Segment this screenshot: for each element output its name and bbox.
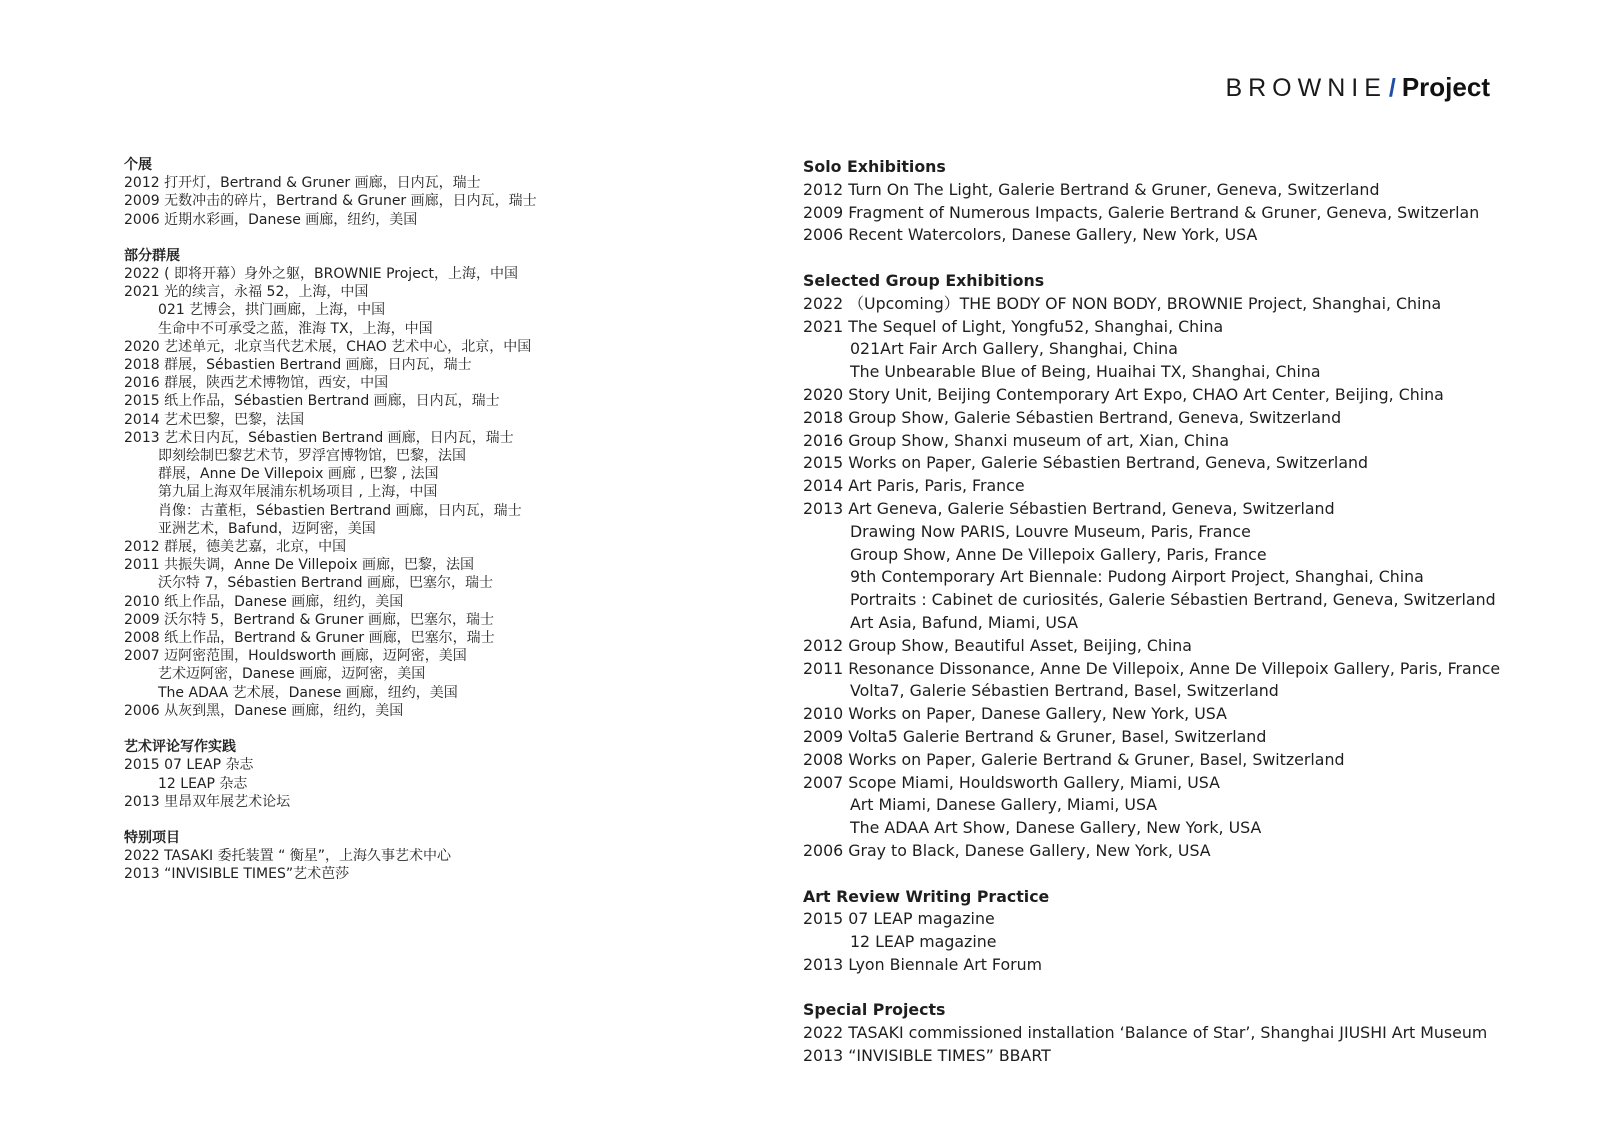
entry-text: 艺述单元，北京当代艺术展，CHAO 艺术中心，北京，中国 (164, 338, 532, 355)
entry-year: 2009 (124, 193, 160, 210)
en-section-special (803, 999, 1563, 1067)
entry-text: 亚洲艺术，Bafund，迈阿密，美国 (158, 520, 376, 537)
list-item (124, 520, 724, 538)
entry-year: 2010 (124, 593, 160, 610)
entry-year: 2013 (803, 498, 844, 518)
entry-text: 021Art Fair Arch Gallery, Shanghai, China (850, 339, 1178, 359)
entry-text: 第九届上海双年展浦东机场项目 , 上海，中国 (158, 484, 438, 501)
entry-text: 沃尔特 7，Sébastien Bertrand 画廊，巴塞尔，瑞士 (158, 575, 493, 592)
entry-year: 2011 (803, 658, 844, 678)
entry-text: TASAKI commissioned installation ‘Balance of Star’, Shanghai JIUSHI Art Museum (848, 1023, 1488, 1043)
list-item (124, 301, 724, 319)
entry-year: 2012 (803, 635, 844, 655)
entry-year: 2006 (803, 225, 844, 245)
list-item (803, 680, 1563, 703)
entry-text: 纸上作品，Sébastien Bertrand 画廊，日内瓦，瑞士 (164, 393, 500, 410)
entry-text: 共振失调，Anne De Villepoix 画廊，巴黎，法国 (164, 557, 474, 574)
list-item (124, 702, 724, 720)
entry-year: 2012 (124, 539, 160, 556)
entry-text: 迈阿密范围，Houldsworth 画廊，迈阿密，美国 (164, 648, 467, 665)
entry-text: 9th Contemporary Art Biennale: Pudong Airport Project, Shanghai, China (850, 567, 1424, 587)
list-item (124, 174, 724, 192)
entry-text: Scope Miami, Houldsworth Gallery, Miami, USA (848, 772, 1220, 792)
logo-brand: BROWNIE (1225, 74, 1387, 102)
entry-year: 2006 (124, 702, 160, 719)
entry-year: 2006 (124, 211, 160, 228)
brownie-project-logo (1225, 72, 1490, 103)
list-item (803, 908, 1563, 931)
entry-text: 打开灯，Bertrand & Gruner 画廊，日内瓦，瑞士 (164, 175, 481, 192)
entry-year: 2012 (803, 179, 844, 199)
logo-project: Project (1401, 72, 1490, 102)
zh-section-group (124, 247, 724, 720)
entry-text: 群展，Sébastien Bertrand 画廊，日内瓦，瑞士 (164, 357, 472, 374)
list-item (124, 411, 724, 429)
entry-text: 从灰到黑，Danese 画廊，纽约，美国 (164, 702, 404, 719)
entry-year: 2007 (803, 772, 844, 792)
list-item (803, 635, 1563, 658)
list-item (124, 429, 724, 447)
entry-year: 2015 (803, 453, 844, 473)
entry-year: 2013 (124, 429, 160, 446)
entry-text: 群展，陕西艺术博物馆，西安，中国 (164, 375, 389, 392)
entry-year: 2020 (803, 384, 844, 404)
entry-text: Group Show, Galerie Sébastien Bertrand, Geneva, Switzerland (848, 407, 1342, 427)
entry-text: 07 LEAP magazine (848, 909, 995, 929)
entry-text: 里昂双年展艺术论坛 (164, 793, 291, 810)
list-item (803, 384, 1563, 407)
list-item (803, 589, 1563, 612)
entry-text: 即刻绘制巴黎艺术节，罗浮宫博物馆，巴黎，法国 (158, 448, 466, 465)
entry-year: 2020 (124, 338, 160, 355)
list-item (803, 521, 1563, 544)
list-item (803, 452, 1563, 475)
entry-year: 2012 (124, 175, 160, 192)
entry-year: 2008 (803, 749, 844, 769)
list-item (803, 772, 1563, 795)
entry-year: 2016 (803, 430, 844, 450)
list-item (803, 1022, 1563, 1045)
list-item (803, 566, 1563, 589)
entry-text: The Sequel of Light, Yongfu52, Shanghai, China (848, 316, 1224, 336)
entry-text: Volta5 Galerie Bertrand & Gruner, Basel, Switzerland (848, 726, 1267, 746)
list-item (803, 179, 1563, 202)
entry-text: 12 LEAP 杂志 (158, 775, 248, 792)
list-item (124, 465, 724, 483)
zh-section-special (124, 829, 724, 884)
entry-text: 光的续言，永福 52，上海，中国 (164, 284, 369, 301)
entry-text: 纸上作品，Bertrand & Gruner 画廊，巴塞尔，瑞士 (164, 630, 495, 647)
entry-text: Art Miami, Danese Gallery, Miami, USA (850, 795, 1158, 815)
entry-text: Drawing Now PARIS, Louvre Museum, Paris, France (850, 521, 1251, 541)
entry-year: 2021 (803, 316, 844, 336)
list-item (124, 647, 724, 665)
english-cv-column (803, 156, 1563, 1091)
entry-text: The Unbearable Blue of Being, Huaihai TX, Shanghai, China (850, 362, 1321, 382)
entry-text: Portraits : Cabinet de curiosités, Galerie Sébastien Bertrand, Geneva, Switzerland (850, 590, 1496, 610)
list-item (803, 703, 1563, 726)
list-item (124, 211, 724, 229)
list-item (124, 865, 724, 883)
list-item (124, 338, 724, 356)
entry-text: Group Show, Shanxi museum of art, Xian, China (848, 430, 1230, 450)
entry-year: 2022 (803, 1023, 844, 1043)
entry-text: （Upcoming）THE BODY OF NON BODY, BROWNIE Project, Shanghai, China (848, 293, 1442, 313)
list-item (124, 356, 724, 374)
section-heading: Solo Exhibitions (803, 157, 946, 176)
entry-year: 2018 (124, 357, 160, 374)
entry-text: Art Geneva, Galerie Sébastien Bertrand, Geneva, Switzerland (848, 498, 1335, 518)
entry-text: Lyon Biennale Art Forum (848, 954, 1043, 974)
en-section-group (803, 270, 1563, 863)
section-heading: 个展 (124, 157, 152, 173)
list-item (124, 593, 724, 611)
entry-year: 2022 (803, 293, 844, 313)
list-item (124, 192, 724, 210)
list-item (803, 954, 1563, 977)
list-item (803, 316, 1563, 339)
entry-year: 2013 (803, 954, 844, 974)
list-item (124, 574, 724, 592)
list-item (124, 665, 724, 683)
list-item (124, 684, 724, 702)
entry-year: 2016 (124, 375, 160, 392)
list-item (803, 338, 1563, 361)
entry-year: 2008 (124, 630, 160, 647)
entry-text: Works on Paper, Danese Gallery, New York, USA (848, 704, 1227, 724)
entry-text: 沃尔特 5，Bertrand & Gruner 画廊，巴塞尔，瑞士 (164, 611, 494, 628)
entry-text: The ADAA Art Show, Danese Gallery, New York, USA (850, 818, 1262, 838)
entry-text: Gray to Black, Danese Gallery, New York, USA (848, 840, 1211, 860)
list-item (124, 502, 724, 520)
entry-text: 07 LEAP 杂志 (164, 757, 254, 774)
entry-year: 2015 (124, 393, 160, 410)
list-item (803, 1045, 1563, 1068)
list-item (803, 361, 1563, 384)
entry-year: 2022 (124, 848, 160, 865)
list-item (803, 931, 1563, 954)
list-item (803, 749, 1563, 772)
list-item (803, 726, 1563, 749)
list-item (803, 202, 1563, 225)
list-item (803, 817, 1563, 840)
entry-text: Resonance Dissonance, Anne De Villepoix, Anne De Villepoix Gallery, Paris, France (848, 658, 1501, 678)
entry-year: 2014 (803, 476, 844, 496)
entry-year: 2009 (803, 726, 844, 746)
list-item (803, 544, 1563, 567)
entry-year: 2011 (124, 557, 160, 574)
entry-text: 群展，德美艺嘉，北京，中国 (164, 539, 347, 556)
entry-text: Works on Paper, Galerie Bertrand & Gruner, Basel, Switzerland (848, 749, 1345, 769)
entry-year: 2021 (124, 284, 160, 301)
list-item (124, 265, 724, 283)
list-item (124, 611, 724, 629)
entry-text: 群展，Anne De Villepoix 画廊 , 巴黎 , 法国 (158, 466, 439, 483)
list-item (124, 775, 724, 793)
section-heading: 特别项目 (124, 829, 180, 846)
entry-text: Fragment of Numerous Impacts, Galerie Bertrand & Gruner, Geneva, Switzerlan (848, 202, 1480, 222)
entry-text: “INVISIBLE TIMES” BBART (848, 1046, 1051, 1066)
list-item (124, 629, 724, 647)
list-item (803, 475, 1563, 498)
list-item (124, 847, 724, 865)
chinese-cv-column (124, 156, 724, 902)
entry-year: 2022 (124, 266, 160, 283)
list-item (124, 447, 724, 465)
entry-year: 2015 (803, 909, 844, 929)
list-item (124, 392, 724, 410)
entry-text: 肖像：古董柜，Sébastien Bertrand 画廊，日内瓦，瑞士 (158, 502, 522, 519)
entry-text: ( 即将开幕）身外之躯，BROWNIE Project，上海，中国 (164, 266, 518, 283)
entry-text: 纸上作品，Danese 画廊，纽约，美国 (164, 593, 404, 610)
en-section-solo (803, 156, 1563, 247)
entry-year: 2014 (124, 411, 160, 428)
list-item (124, 283, 724, 301)
entry-year: 2006 (803, 840, 844, 860)
entry-text: 近期水彩画，Danese 画廊，纽约，美国 (164, 211, 418, 228)
entry-text: Volta7, Galerie Sébastien Bertrand, Basel, Switzerland (850, 681, 1279, 701)
entry-text: Recent Watercolors, Danese Gallery, New York, USA (848, 225, 1258, 245)
section-heading: Special Projects (803, 1000, 946, 1020)
entry-text: Works on Paper, Galerie Sébastien Bertrand, Geneva, Switzerland (848, 453, 1369, 473)
entry-text: 021 艺博会，拱门画廊，上海，中国 (158, 302, 386, 319)
list-item (803, 612, 1563, 635)
list-item (803, 840, 1563, 863)
entry-text: 艺术日内瓦，Sébastien Bertrand 画廊，日内瓦，瑞士 (164, 429, 514, 446)
entry-year: 2009 (803, 202, 844, 222)
zh-section-solo (124, 156, 724, 229)
entry-year: 2009 (124, 611, 160, 628)
entry-year: 2015 (124, 757, 160, 774)
section-heading: Art Review Writing Practice (803, 886, 1050, 906)
list-item (803, 658, 1563, 681)
en-section-review (803, 886, 1563, 977)
entry-text: Story Unit, Beijing Contemporary Art Expo, CHAO Art Center, Beijing, China (848, 384, 1444, 404)
entry-text: 艺术巴黎，巴黎，法国 (164, 411, 305, 428)
section-heading: 部分群展 (124, 247, 180, 264)
list-item (124, 556, 724, 574)
section-heading: Selected Group Exhibitions (803, 270, 1045, 290)
entry-year: 2013 (803, 1046, 844, 1066)
section-heading: 艺术评论写作实践 (124, 739, 236, 756)
list-item (803, 498, 1563, 521)
entry-text: 无数冲击的碎片，Bertrand & Gruner 画廊，日内瓦，瑞士 (164, 193, 537, 210)
zh-section-review (124, 738, 724, 811)
entry-text: Turn On The Light, Galerie Bertrand & Gruner, Geneva, Switzerland (848, 179, 1380, 199)
logo-separator: / (1388, 74, 1396, 102)
entry-year: 2010 (803, 704, 844, 724)
entry-year: 2013 (124, 866, 160, 883)
list-item (803, 430, 1563, 453)
entry-text: Art Asia, Bafund, Miami, USA (850, 612, 1079, 632)
list-item (124, 374, 724, 392)
entry-text: 生命中不可承受之蓝，淮海 TX，上海，中国 (158, 320, 433, 337)
list-item (803, 794, 1563, 817)
entry-year: 2013 (124, 793, 160, 810)
list-item (803, 407, 1563, 430)
entry-text: 艺术迈阿密，Danese 画廊，迈阿密，美国 (158, 666, 426, 683)
entry-text: The ADAA 艺术展，Danese 画廊，纽约，美国 (158, 684, 458, 701)
list-item (803, 293, 1563, 316)
list-item (124, 538, 724, 556)
list-item (124, 483, 724, 501)
entry-text: TASAKI 委托装置 “ 衡星”，上海久事艺术中心 (164, 848, 452, 865)
list-item (124, 756, 724, 774)
entry-text: “INVISIBLE TIMES”艺术芭莎 (164, 866, 350, 883)
entry-year: 2018 (803, 407, 844, 427)
entry-text: 12 LEAP magazine (850, 932, 997, 952)
list-item (803, 224, 1563, 247)
entry-year: 2007 (124, 648, 160, 665)
entry-text: Art Paris, Paris, France (848, 476, 1025, 496)
list-item (124, 320, 724, 338)
list-item (124, 793, 724, 811)
entry-text: Group Show, Anne De Villepoix Gallery, Paris, France (850, 544, 1267, 564)
entry-text: Group Show, Beautiful Asset, Beijing, China (848, 635, 1192, 655)
